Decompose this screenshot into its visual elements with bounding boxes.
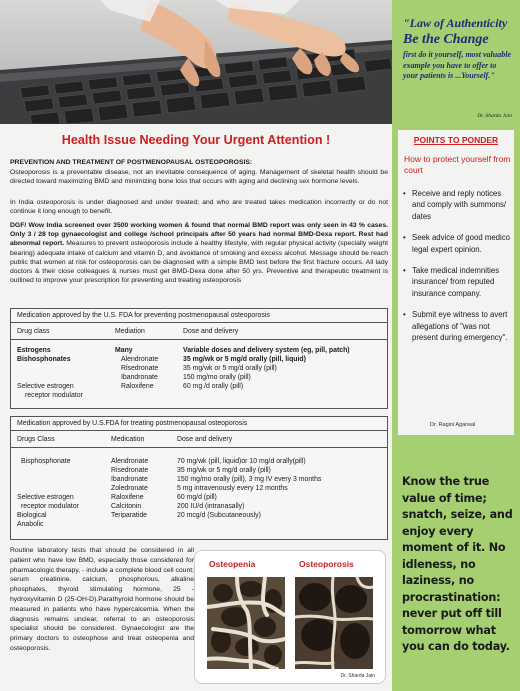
table-cell: Ibandronate (121, 374, 158, 381)
table-cell: Estrogens (17, 347, 51, 354)
table-cell: Calcitonin (111, 503, 142, 510)
table-cell: Raloxifene (111, 494, 144, 501)
table-cell: receptor modulator (25, 392, 83, 399)
table-cell: Ibandronate (111, 476, 148, 483)
quote-line-2: Be the Change (403, 32, 489, 47)
table-cell: Bishosphonates (17, 356, 71, 363)
table-cell: 35 mg/wk or 5 mg/d orally (pill) (183, 365, 277, 372)
table-cell: Alendronate (111, 458, 149, 465)
bone-figure (194, 550, 386, 684)
treatment-table-caption: Medication approved by U.S.FDA for treating postmenopausal osteoporosis (11, 417, 387, 431)
points-signature: Dr. Ragini Agarwal (430, 422, 476, 428)
table-cell: 35 mg/wk or 5 mg/d orally (pill, liquid) (183, 356, 306, 363)
points-item: • Seek advice of good medico legal expert opinion. (403, 232, 511, 255)
bone-osteoporosis-photo (295, 577, 373, 669)
table-cell: Risedronate (121, 365, 159, 372)
table-cell: Bisphosphonate (21, 458, 71, 465)
table-cell: Selective estrogen (17, 494, 74, 501)
table-cell: Risedronate (111, 467, 149, 474)
table-cell: 70 mg/wk (pill, liquid)or 10 mg/d orally(pill) (177, 458, 306, 465)
table-cell: 60 mg /d orally (pill) (183, 383, 244, 390)
figure-signature: Dr. Sharda Jain (340, 673, 375, 679)
table-cell: 150 mg/mo orally (pill), 3 mg IV every 3 months (177, 476, 322, 483)
points-subtitle: How to protect yourself from court (404, 154, 511, 175)
table-header: Mediation (115, 328, 145, 335)
table-cell: 60 mg/d (pill) (177, 494, 217, 501)
table-cell: Anabolic (17, 521, 44, 528)
table-cell: Zoledronate (111, 485, 148, 492)
table-cell: receptor modulator (21, 503, 79, 510)
headline: Health Issue Needing Your Urgent Attention ! (61, 133, 331, 147)
motto-text: Know the true value of time; snatch, seize, and enjoy every moment of it. No idleness, no laziness, no procrastination: never put off till tomorrow what you can do today. (402, 475, 513, 653)
quote-box (392, 0, 520, 124)
table-header: Medication (111, 436, 145, 443)
points-list (403, 188, 511, 353)
table-cell: 200 IU/d (intranasally) (177, 503, 245, 510)
divider (11, 447, 387, 448)
divider (11, 339, 387, 340)
table-cell: Alendronate (121, 356, 159, 363)
bone-osteopenia-photo (207, 577, 285, 669)
prevention-table (10, 308, 388, 409)
section-title: PREVENTION AND TREATMENT OF POSTMENOPAUSAL OSTEOPOROSIS: (10, 159, 253, 166)
paragraph-india: In India osteoporosis is under diagnosed and under treated; and who are treated takes medication incorrectly or do not continue it long enough to benefit. (10, 199, 388, 216)
table-header: Dose and delivery (183, 328, 239, 335)
table-cell: Biological (17, 512, 47, 519)
points-item: • Submit eye witness to avert allegations of "was not present during emergency". (403, 309, 511, 343)
quote-author: Dr. Sharda Jain (477, 113, 512, 119)
table-cell: 20 mcg/d (Subcutaneously) (177, 512, 261, 519)
points-title: POINTS TO PONDER (413, 135, 499, 145)
points-item: • Receive and reply notices and comply with summons/ dates (403, 188, 511, 222)
table-cell: 150 mg/mo orally (pill) (183, 374, 251, 381)
table-cell: Raloxifene (121, 383, 154, 390)
points-item: • Take medical indemnities insurance/ from reputed insurance company. (403, 265, 511, 299)
quote-line-1: "Law of Authenticity (403, 16, 508, 30)
table-cell: Variable doses and delivery system (eg, pill, patch) (183, 347, 350, 354)
screening-rest-text: Measures to prevent osteoporosis include a healthy lifestyle, with regular physical activity (specially weight bearing) adequate intake of calcium and vitamin D, and avoidance of smoking and excess alcohol. Message should be reach public that women at risk for osteoporosis can be diagnosed with a simple BMD test before the first fracture occurs. All lady doctors & their close colleagues & nurses must get BMD-Dexa done after 50 yrs. Preventive and therapeutic treatment is outlined to improve your prescription for preventing and treating osteoporosis (10, 240, 389, 285)
table-cell: Selective estrogen (17, 383, 74, 390)
table-cell: 5 mg intravenously every 12 months (177, 485, 288, 492)
table-header: Dose and delivery (177, 436, 233, 443)
prevention-table-caption: Medication approved by the U.S. FDA for preventing postmenopausal osteoporosis (11, 309, 387, 323)
figure-label-osteoporosis: Osteoporosis (299, 559, 354, 569)
table-cell: 35 mg/wk or 5 mg/d orally (pill) (177, 467, 271, 474)
table-header: Drugs Class (17, 436, 55, 443)
figure-label-osteopenia: Osteopenia (209, 559, 256, 569)
screening-bold-text: DGF/ Wow India screened over 3500 working women & found that normal BMD report was only seen in 43 % cases. Only 3 / 28 top gynaecologist and college /school principals after 50 years had normal BMD-Dexa report. Rest had abnormal report. (10, 222, 388, 248)
keyboard-typing-photo (0, 0, 392, 124)
paragraph-intro: Osteoporosis is a preventable disease, not an inevitable consequence of aging. Management of skeletal health should be directed toward maximizing BMD and minimizing bone loss that occurs with aging and declining sex hormone levels. (10, 169, 388, 186)
table-cell: Many (115, 347, 133, 354)
paragraph-screening (10, 221, 388, 285)
table-header: Drug class (17, 328, 50, 335)
quote-line-3: first do it yourself, most valuable example you have to offer to your patients is ...Yourself." (403, 50, 511, 81)
treatment-table (10, 416, 388, 540)
lab-tests-paragraph: Routine laboratory tests that should be considered in all patient who have low BMD, especially those considered for pharmacologic therapy, - include a complete blood cell count; serum creatinine, calcium, phosphorous, alkaline phosphates, thyroid stimulating hormone, 25 - hydroxyvitamin D (25-OH-D).Parathyroid hormone should be measured in patients who have hypercalcemia. When the diagnosis remains unclear, referral to an osteoporosis specialist should be considered. Gynaecologist are the primary doctors to osteophose and treat osteopenia and osteoporosis. (10, 547, 194, 652)
table-cell: Teriparatide (111, 512, 148, 519)
